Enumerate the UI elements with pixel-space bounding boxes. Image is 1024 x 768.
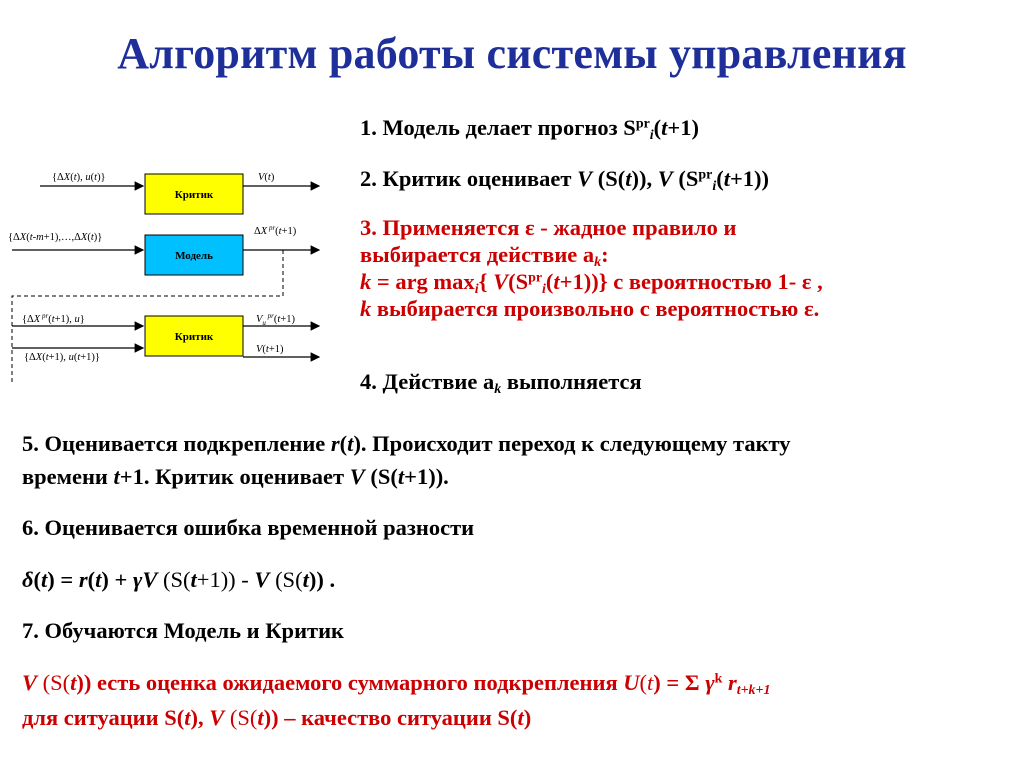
- step-7: 7. Обучаются Модель и Критик: [22, 618, 345, 643]
- critic2-label: Критик: [174, 331, 214, 343]
- step-3-line-4: k выбирается произвольно с вероятностью ε.: [360, 296, 820, 321]
- step-3-line-1: 3. Применяется ε - жадное правило и: [360, 215, 737, 240]
- step-2: 2. Критик оценивает V (S(t)), V $(S^{pr}_i(t+1))$: [360, 166, 770, 195]
- step-3: [360, 214, 823, 322]
- td-error-formula: δ(t) = r(t) + γV (S(t+1)) - V (S(t)) .: [22, 567, 336, 592]
- step-6: 6. Оценивается ошибка временной разности: [22, 515, 475, 540]
- step-3-line-3: k = arg $\max_i${ $V(S^{pr}_i(t+1))$} с вероятностью 1- ε ,: [360, 269, 823, 298]
- block-diagram: [0, 160, 340, 390]
- value-function-note: V (S(t)) есть оценка ожидаемого суммарного подкрепления U(t) = Σ $\gamma^k$ $r_{t+k+1}$ для ситуации S(t), V (S(t)) – качество ситуации S(t): [22, 670, 771, 730]
- critic1-input-label: {ΔX(t), u(t)}: [52, 172, 106, 183]
- critic2-output-label: $V_u$ $^{pr}$(t+1): [256, 312, 295, 327]
- critic1-output-label: V(t): [258, 172, 275, 183]
- model-label: Модель: [175, 250, 213, 262]
- critic2-output2-label: V(t+1): [256, 344, 284, 355]
- step-1: 1. Модель делает прогноз $S^{pr}_i(t+1)$: [360, 115, 699, 144]
- critic2-input2-label: {ΔX(t+1), u(t+1)}: [24, 352, 100, 363]
- model-input-label: {ΔX(t-m+1),…,ΔX(t)}: [8, 232, 103, 243]
- critic2-input-label: {ΔX $^{pr}$(t+1), u}: [22, 312, 85, 325]
- step-4: 4. Действие $a_k$ выполняется: [360, 369, 642, 398]
- critic1-label: Критик: [174, 189, 214, 201]
- page-title: Алгоритм работы системы управления: [117, 29, 907, 78]
- step-3-line-2: выбирается действие $a_k$:: [360, 242, 609, 271]
- model-output-label: ΔX $^{pr}$(t+1): [254, 224, 297, 237]
- step-5: 5. Оценивается подкрепление r(t). Происходит переход к следующему такту времени t+1. Критик оценивает V (S(t+1)).: [22, 431, 791, 489]
